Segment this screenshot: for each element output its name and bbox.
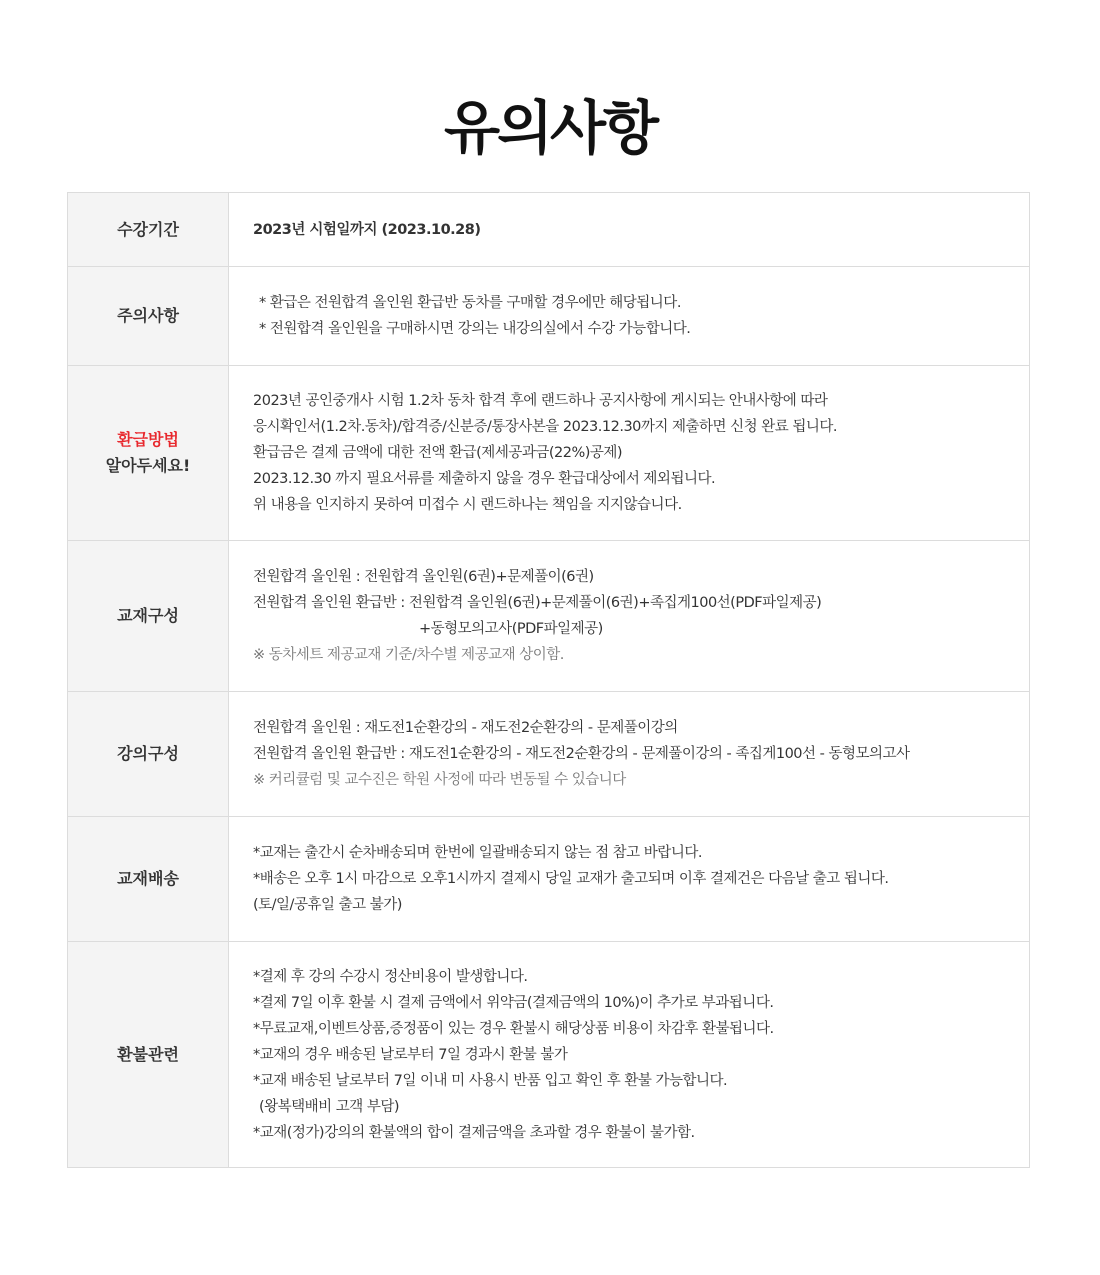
refund-line: *결제 후 강의 수강시 정산비용이 발생합니다.	[253, 968, 528, 985]
lecture-line: 전원합격 올인원 환급반 : 재도전1순환강의 - 재도전2순환강의 - 문제풀이강의 - 족집게100선 - 동형모의고사	[253, 746, 910, 762]
notice-table	[67, 192, 1030, 1168]
refund-method-line: 위 내용을 인지하지 못하여 미접수 시 랜드하나는 책임을 지지않습니다.	[253, 497, 682, 513]
row-content-shipping	[229, 817, 1030, 942]
row-label-shipping: 교재배송	[68, 817, 229, 942]
row-content-refund-method	[229, 366, 1030, 541]
row-content-refund	[229, 942, 1030, 1168]
textbook-note: ※ 동차세트 제공교재 기준/차수별 제공교재 상이함.	[253, 647, 564, 663]
caution-line: * 전원합격 올인원을 구매하시면 강의는 내강의실에서 수강 가능합니다.	[259, 321, 691, 337]
textbook-line: +동형모의고사(PDF파일제공)	[419, 621, 603, 637]
refund-method-label: 환급방법	[117, 430, 179, 449]
row-label-refund: 환불관련	[68, 942, 229, 1168]
row-content-lectures	[229, 692, 1030, 817]
page-title: 유의사항	[443, 94, 657, 162]
row-content-period	[229, 193, 1030, 267]
refund-line: *교재(정가)강의의 환불액의 합이 결제금액을 초과할 경우 환불이 불가함.	[253, 1124, 695, 1141]
table-row-refund	[68, 942, 1030, 1168]
row-label-period: 수강기간	[68, 193, 229, 267]
table-row-refund-method	[68, 366, 1030, 541]
refund-line: (왕복택배비 고객 부담)	[259, 1098, 400, 1115]
table-row-period	[68, 193, 1030, 267]
table-row-caution	[68, 267, 1030, 366]
row-label-lectures: 강의구성	[68, 692, 229, 817]
refund-method-line: 응시확인서(1.2차.동차)/합격증/신분증/통장사본을 2023.12.30까지 제출하면 신청 완료 됩니다.	[253, 419, 838, 435]
refund-line: *교재의 경우 배송된 날로부터 7일 경과시 환불 불가	[253, 1046, 568, 1063]
refund-line: *무료교재,이벤트상품,증정품이 있는 경우 환불시 해당상품 비용이 차감후 환불됩니다.	[253, 1020, 774, 1037]
shipping-line: *배송은 오후 1시 마감으로 오후1시까지 결제시 당일 교재가 출고되며 이후 결제건은 다음날 출고 됩니다.	[253, 871, 889, 887]
row-content-caution	[229, 267, 1030, 366]
refund-method-sublabel: 알아두세요!	[105, 456, 191, 475]
row-label-textbooks: 교재구성	[68, 541, 229, 692]
textbook-line: 전원합격 올인원 : 전원합격 올인원(6권)+문제풀이(6권)	[253, 569, 594, 585]
refund-method-line: 2023년 공인중개사 시험 1.2차 동차 합격 후에 랜드하나 공지사항에 게시되는 안내사항에 따라	[253, 393, 828, 409]
shipping-line: *교재는 출간시 순차배송되며 한번에 일괄배송되지 않는 점 참고 바랍니다.	[253, 845, 702, 861]
shipping-line: (토/일/공휴일 출고 불가)	[253, 897, 402, 913]
row-content-textbooks	[229, 541, 1030, 692]
lecture-line: 전원합격 올인원 : 재도전1순환강의 - 재도전2순환강의 - 문제풀이강의	[253, 720, 678, 736]
refund-line: *교재 배송된 날로부터 7일 이내 미 사용시 반품 입고 확인 후 환불 가능합니다.	[253, 1072, 728, 1089]
lecture-note: ※ 커리큘럼 및 교수진은 학원 사정에 따라 변동될 수 있습니다	[253, 772, 626, 788]
refund-method-line: 2023.12.30 까지 필요서류를 제출하지 않을 경우 환급대상에서 제외됩니다.	[253, 471, 716, 487]
refund-method-line: 환급금은 결제 금액에 대한 전액 환급(제세공과금(22%)공제)	[253, 445, 623, 461]
refund-line: *결제 7일 이후 환불 시 결제 금액에서 위약금(결제금액의 10%)이 추가로 부과됩니다.	[253, 994, 774, 1011]
caution-line: * 환급은 전원합격 올인원 환급반 동차를 구매할 경우에만 해당됩니다.	[259, 295, 681, 311]
period-text: 2023년 시험일까지 (2023.10.28)	[253, 221, 481, 238]
table-row-shipping	[68, 817, 1030, 942]
table-row-lectures	[68, 692, 1030, 817]
textbook-line: 전원합격 올인원 환급반 : 전원합격 올인원(6권)+문제풀이(6권)+족집게100선(PDF파일제공)	[253, 595, 822, 611]
table-row-textbooks	[68, 541, 1030, 692]
row-label-caution: 주의사항	[68, 267, 229, 366]
row-label-refund-method	[68, 366, 229, 541]
